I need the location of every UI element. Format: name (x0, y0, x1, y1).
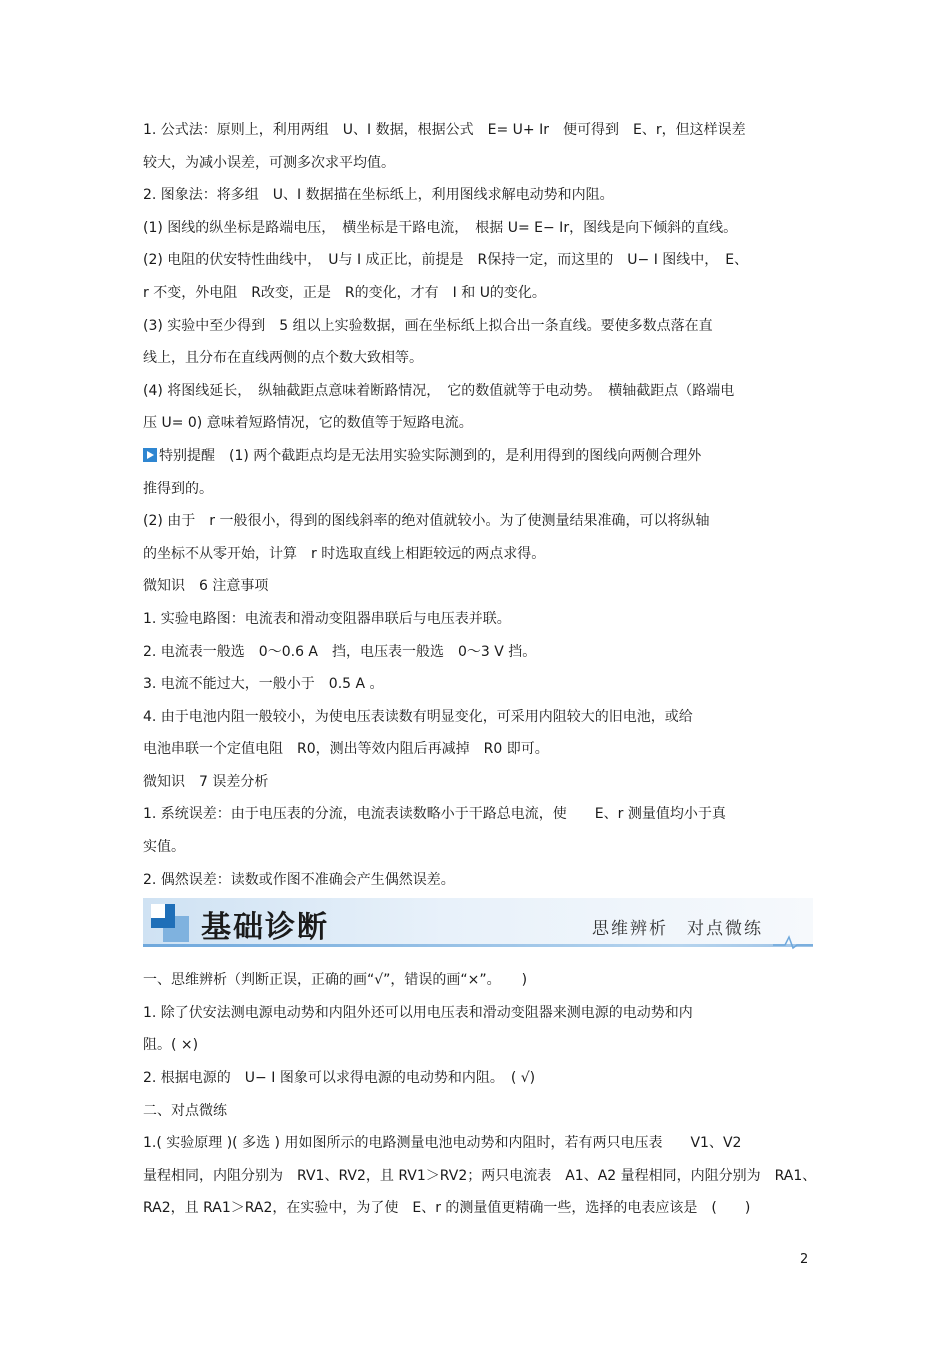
text-line: 2. 电流表一般选 0～0.6 A 挡，电压表一般选 0～3 V 挡。 (143, 643, 537, 660)
text-line: 2. 根据电源的 U− I 图象可以求得电源的电动势和内阻。 ( √) (143, 1070, 536, 1087)
text-line: 线上，且分布在直线两侧的点个数大致相等。 (143, 350, 423, 367)
pulse-icon (773, 934, 813, 950)
text-line: r 不变，外电阻 R改变，正是 R的变化，才有 I 和 U的变化。 (143, 284, 546, 301)
section-method (143, 114, 813, 440)
text-line: 3. 电流不能过大，一般小于 0.5 A 。 (143, 676, 384, 693)
play-icon (143, 448, 157, 462)
text-line: 1. 公式法：原则上，利用两组 U、I 数据，根据公式 E= U+ Ir 便可得到 E、r，但这样误差 (143, 122, 746, 138)
text-line: 压 U= 0) 意味着短路情况，它的数值等于短路电流。 (143, 415, 473, 432)
page-number: 2 (800, 1252, 809, 1267)
text-line: 2. 偶然误差：读数或作图不准确会产生偶然误差。 (143, 871, 455, 888)
text-line: 推得到的。 (143, 480, 213, 497)
text-line: 的坐标不从零开始，计算 r 时选取直线上相距较远的两点求得。 (143, 545, 546, 562)
text-line: 1.( 实验原理 )( 多选 ) 用如图所示的电路测量电池电动势和内阻时，若有两只电压表 V1、V2 (143, 1135, 742, 1152)
section-banner (143, 898, 813, 954)
text-line: 阻。( ×) (143, 1037, 199, 1054)
banner-title: 基础诊断 (201, 910, 329, 946)
section-heading: 微知识 6 注意事项 (143, 578, 269, 595)
text-line: (2) 由于 r 一般很小，得到的图线斜率的绝对值就较小。为了使测量结果准确，可以将纵轴 (143, 513, 710, 530)
text-line: 量程相同，内阻分别为 RV1、RV2，且 RV1＞RV2；两只电流表 A1、A2 量程相同，内阻分别为 RA1、 (143, 1167, 817, 1184)
text-line: 实值。 (143, 839, 185, 856)
text-line: 一、思维辨析（判断正误，正确的画“√”，错误的画“×”。 ) (143, 972, 528, 989)
text-line: 1. 除了伏安法测电源电动势和内阻外还可以用电压表和滑动变阻器来测电源的电动势和内 (143, 1004, 693, 1021)
special-note-label: 特别提醒 (159, 447, 215, 464)
text-line: 4. 由于电池内阻一般较小，为使电压表读数有明显变化，可采用内阻较大的旧电池，或给 (143, 708, 693, 725)
text-line: 二、对点微练 (143, 1102, 227, 1119)
text-line: (4) 将图线延长， 纵轴截距点意味着断路情况， 它的数值就等于电动势。 横轴截距点（路端电 (143, 382, 735, 399)
special-note-text: (1) 两个截距点均是无法用实验实际测到的，是利用得到的图线向两侧合理外 (215, 447, 702, 464)
text-line: 电池串联一个定值电阻 R0，测出等效内阻后再减掉 R0 即可。 (143, 741, 549, 758)
special-note-line (143, 440, 813, 473)
text-line: RA2，且 RA1＞RA2，在实验中，为了使 E、r 的测量值更精确一些，选择的电表应该是 ( ) (143, 1200, 751, 1217)
section-heading: 微知识 7 误差分析 (143, 773, 269, 790)
text-line: 较大，为减小误差，可测多次求平均值。 (143, 154, 395, 171)
text-line: 2. 图象法：将多组 U、I 数据描在坐标纸上，利用图线求解电动势和内阻。 (143, 187, 614, 204)
text-line: 1. 系统误差：由于电压表的分流，电流表读数略小于干路总电流，使 E、r 测量值均小于真 (143, 806, 726, 823)
document-body (143, 114, 817, 1225)
text-line: (3) 实验中至少得到 5 组以上实验数据，画在坐标纸上拟合出一条直线。要使多数点落在直 (143, 317, 713, 334)
banner-subtitle: 思维辨析 对点微练 (592, 919, 763, 940)
text-line: (1) 图线的纵坐标是路端电压， 横坐标是干路电流， 根据 U= E− Ir，图线是向下倾斜的直线。 (143, 219, 738, 236)
text-line: (2) 电阻的伏安特性曲线中， U与 I 成正比，前提是 R保持一定，而这里的 U− I 图线中， E、 (143, 252, 749, 269)
text-line: 1. 实验电路图：电流表和滑动变阻器串联后与电压表并联。 (143, 610, 511, 627)
